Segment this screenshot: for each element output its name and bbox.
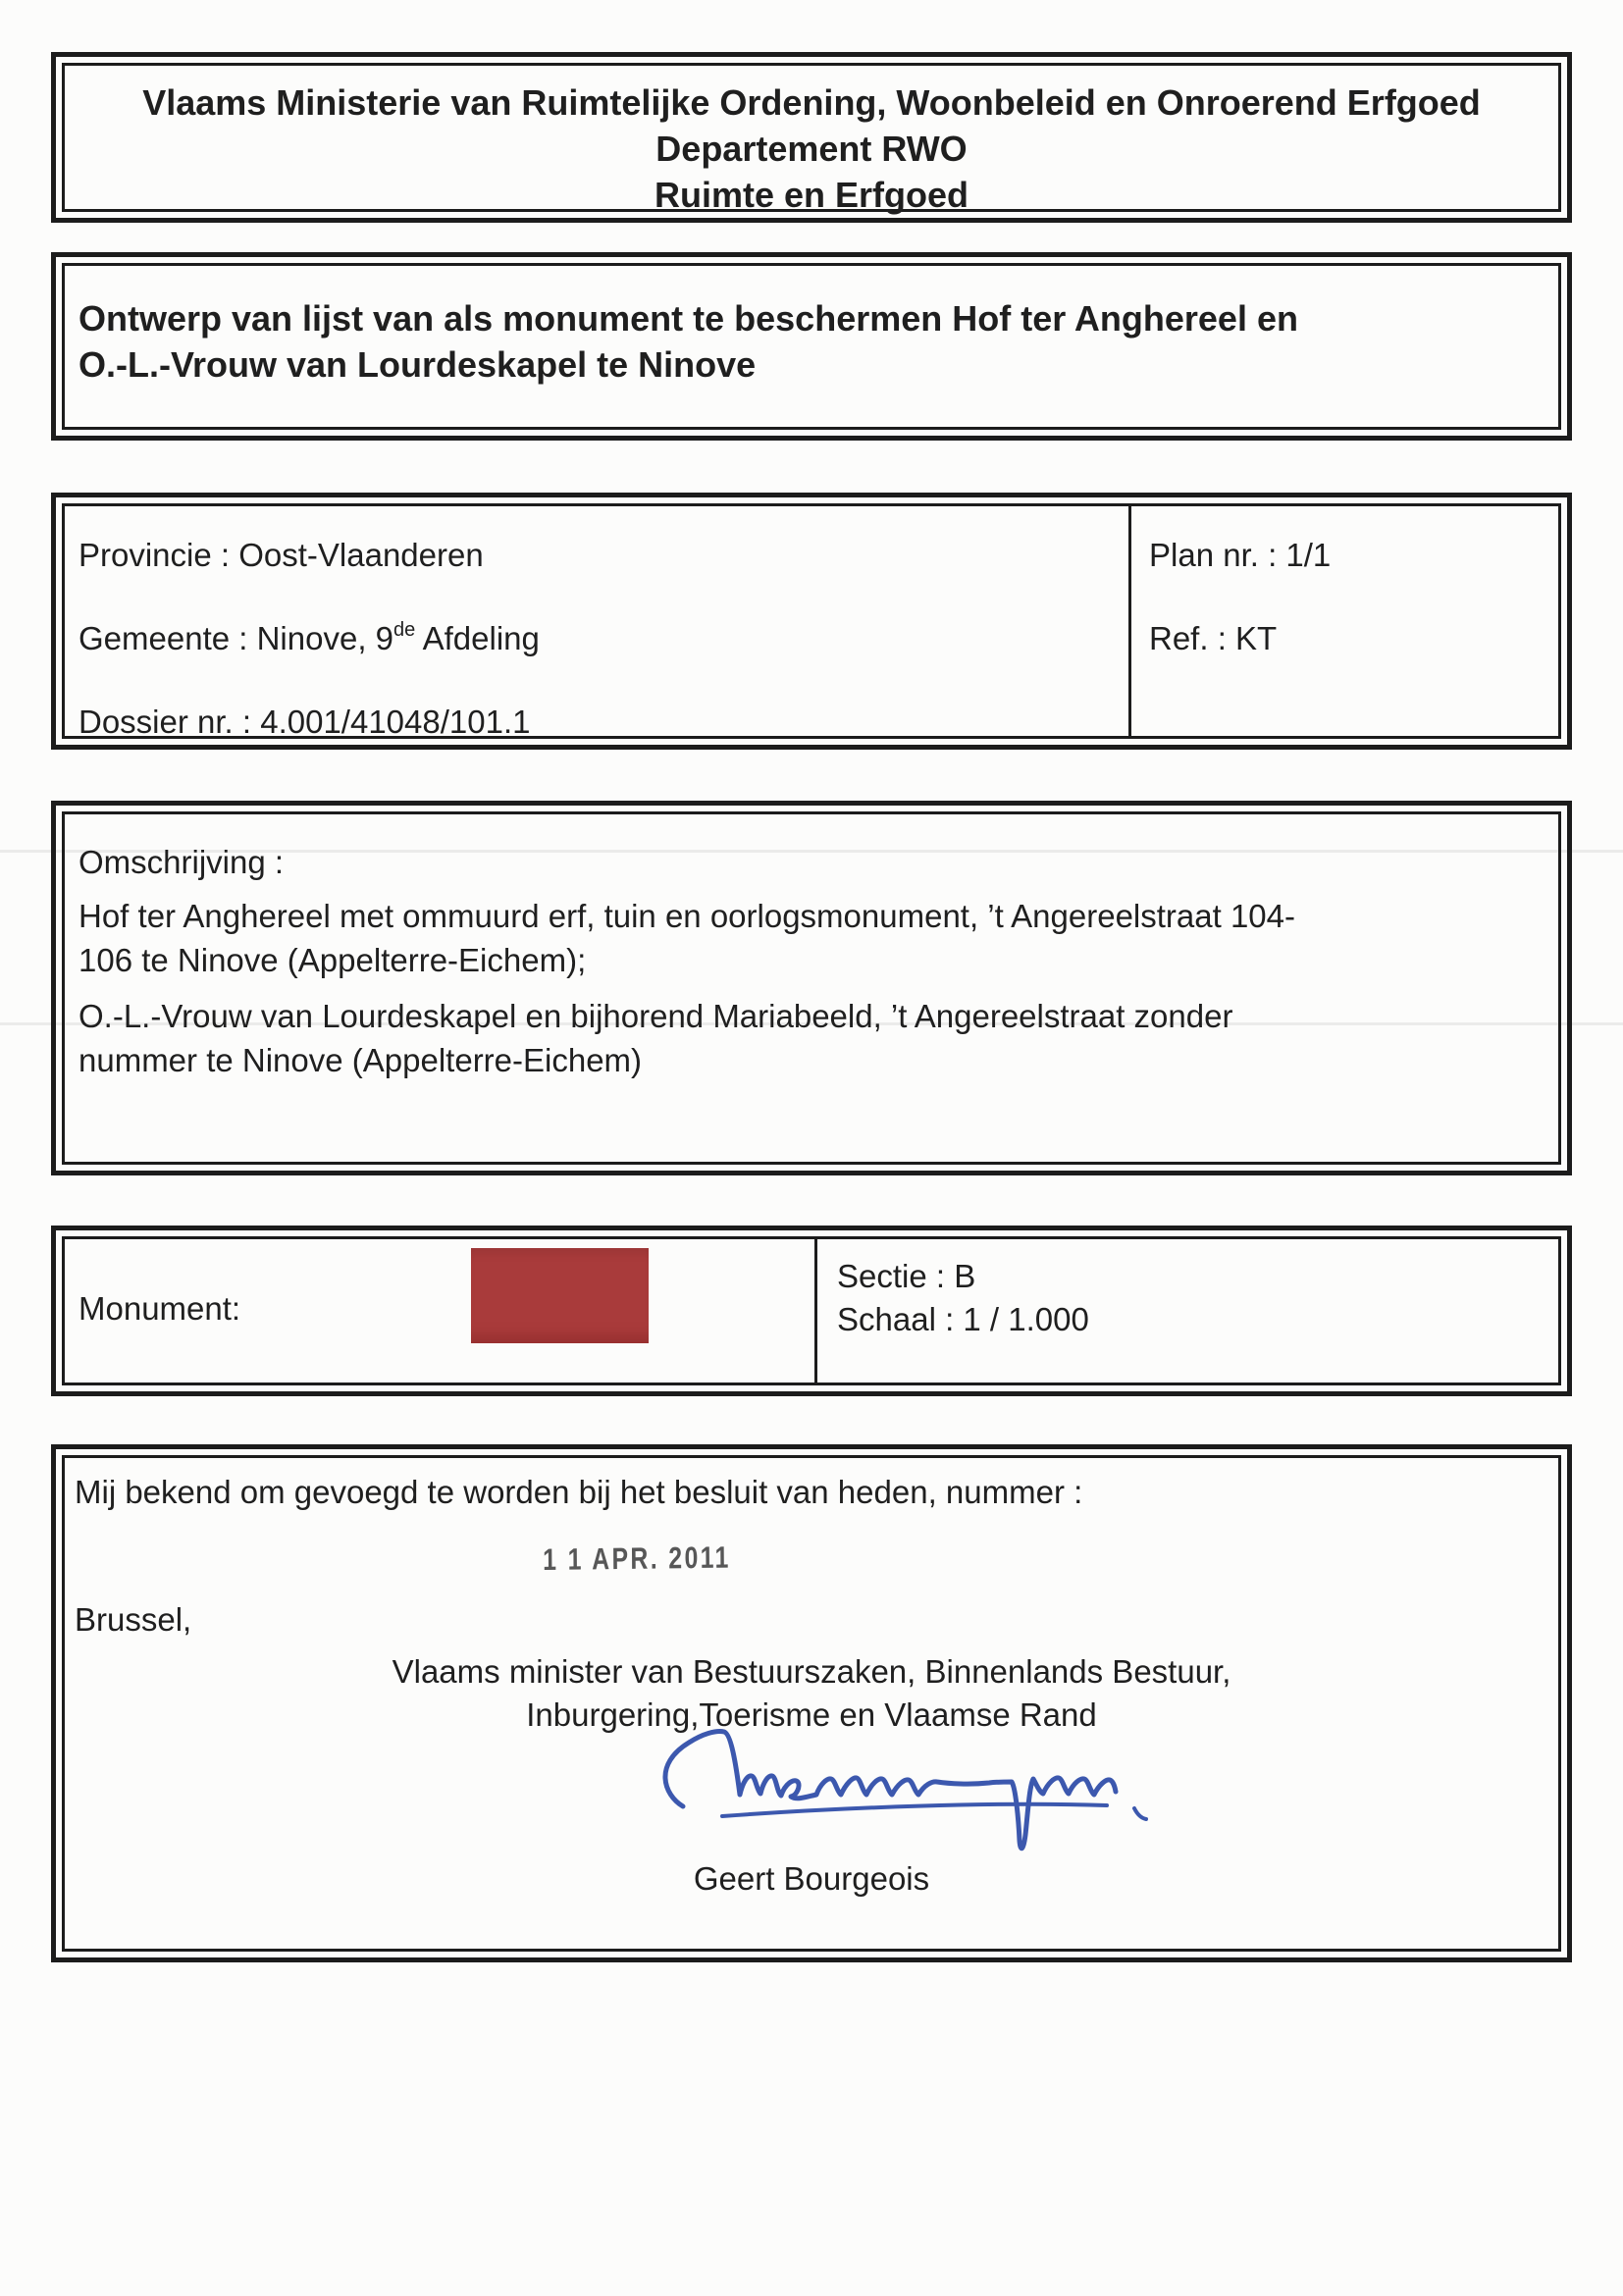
reference-row: Ref. : KT	[1149, 620, 1278, 656]
municipality-ordinal-suffix: de	[393, 619, 416, 641]
signatory-name: Geert Bourgeois	[693, 1860, 930, 1897]
dossier-number-row: Dossier nr. : 4.001/41048/101.1	[79, 704, 531, 740]
scale-row: Schaal : 1 / 1.000	[837, 1301, 1089, 1337]
municipality-text-suffix: Afdeling	[415, 620, 540, 656]
legend-right-cell	[814, 1239, 1558, 1383]
plan-info-right-column	[1128, 506, 1558, 736]
province-row: Provincie : Oost-Vlaanderen	[79, 537, 484, 573]
document-title-box	[51, 252, 1572, 441]
section-row: Sectie : B	[837, 1258, 976, 1294]
ministry-name: Vlaams Ministerie van Ruimtelijke Ordening, Woonbeleid en Onroerend Erfgoed	[142, 82, 1481, 123]
document-title-line: O.-L.-Vrouw van Lourdeskapel te Ninove	[79, 344, 757, 385]
description-paragraph2-line: nummer te Ninove (Appelterre-Eichem)	[79, 1042, 643, 1078]
legend-box	[51, 1226, 1572, 1396]
monument-label: Monument:	[79, 1290, 241, 1327]
division-name: Ruimte en Erfgoed	[654, 175, 969, 215]
description-paragraph1-line: Hof ter Anghereel met ommuurd erf, tuin en oorlogsmonument, ’t Angereelstraat 104-	[79, 898, 1295, 934]
signature-icon	[606, 1717, 1156, 1864]
ministry-header-box	[51, 52, 1572, 223]
description-paragraph1-line: 106 te Ninove (Appelterre-Eichem);	[79, 942, 587, 978]
signature-box	[51, 1444, 1572, 1962]
date-stamp: 1 1 APR. 2011	[543, 1539, 731, 1577]
document-title-line: Ontwerp van lijst van als monument te beschermen Hof ter Anghereel en	[79, 298, 1298, 339]
municipality-row	[79, 619, 1128, 658]
description-box	[51, 801, 1572, 1175]
monument-color-swatch	[471, 1248, 649, 1343]
minister-title-line: Vlaams minister van Bestuurszaken, Binnenlands Bestuur,	[392, 1653, 1231, 1690]
description-paragraph2-line: O.-L.-Vrouw van Lourdeskapel en bijhorend Mariabeeld, ’t Angereelstraat zonder	[79, 998, 1233, 1034]
plan-number-row: Plan nr. : 1/1	[1149, 537, 1332, 573]
legend-left-cell	[65, 1239, 814, 1383]
plan-info-box	[51, 493, 1572, 750]
municipality-text: Gemeente : Ninove, 9	[79, 620, 394, 656]
department-name: Departement RWO	[655, 129, 968, 169]
description-heading: Omschrijving :	[79, 844, 285, 880]
attestation-line: Mij bekend om gevoegd te worden bij het besluit van heden, nummer :	[75, 1474, 1083, 1510]
city-line: Brussel,	[75, 1601, 192, 1638]
plan-info-left-column	[65, 506, 1128, 740]
minister-title-line: Inburgering,Toerisme en Vlaamse Rand	[526, 1696, 1097, 1733]
